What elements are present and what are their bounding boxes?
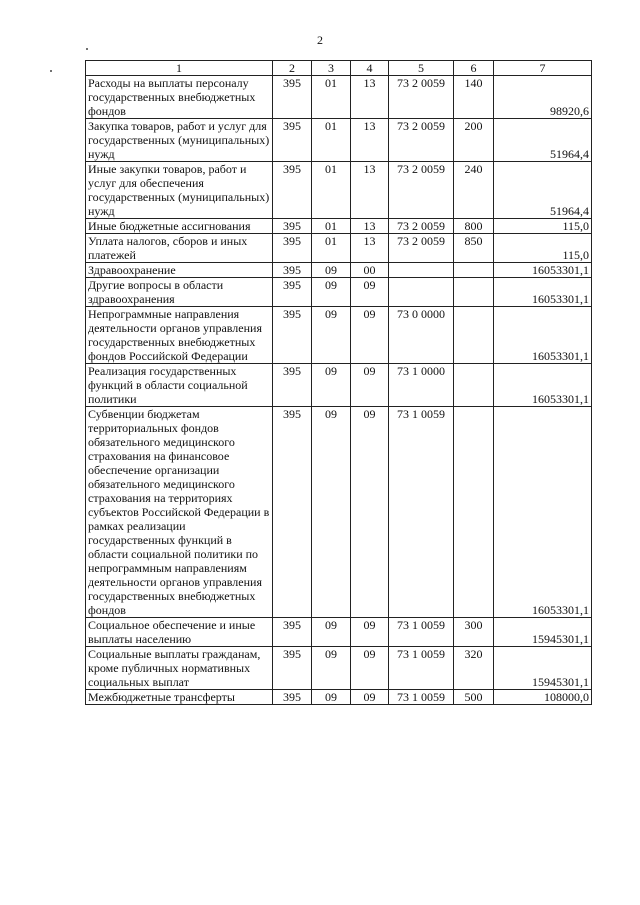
page-number: 2 xyxy=(317,33,323,47)
column-header: 2 xyxy=(273,61,312,76)
target-article-cell: 73 2 0059 xyxy=(389,76,454,119)
row-name-cell: Иные закупки товаров, работ и услуг для обеспечения государственных (муниципальных) нужд xyxy=(86,162,273,219)
table-row xyxy=(86,263,592,278)
section-code-cell: 09 xyxy=(312,364,351,407)
section-code-cell: 09 xyxy=(312,263,351,278)
amount-cell: 16053301,1 xyxy=(494,407,592,618)
subsection-code-cell: 09 xyxy=(351,407,389,618)
subsection-code-cell: 09 xyxy=(351,364,389,407)
column-header: 5 xyxy=(389,61,454,76)
section-code-cell: 01 xyxy=(312,234,351,263)
admin-code-cell: 395 xyxy=(273,119,312,162)
subsection-code-cell: 00 xyxy=(351,263,389,278)
scan-speck xyxy=(86,48,88,50)
section-code-cell: 09 xyxy=(312,307,351,364)
amount-cell: 108000,0 xyxy=(494,690,592,705)
section-code-cell: 09 xyxy=(312,618,351,647)
table-row xyxy=(86,307,592,364)
budget-table xyxy=(85,60,592,705)
admin-code-cell: 395 xyxy=(273,364,312,407)
admin-code-cell: 395 xyxy=(273,219,312,234)
expense-type-cell: 200 xyxy=(454,119,494,162)
admin-code-cell: 395 xyxy=(273,162,312,219)
section-code-cell: 01 xyxy=(312,162,351,219)
section-code-cell: 01 xyxy=(312,219,351,234)
row-name-cell: Социальные выплаты гражданам, кроме публичных нормативных социальных выплат xyxy=(86,647,273,690)
column-header: 1 xyxy=(86,61,273,76)
row-name-cell: Межбюджетные трансферты xyxy=(86,690,273,705)
table-row xyxy=(86,618,592,647)
target-article-cell xyxy=(389,263,454,278)
row-name-cell: Уплата налогов, сборов и иных платежей xyxy=(86,234,273,263)
expense-type-cell: 320 xyxy=(454,647,494,690)
amount-cell: 16053301,1 xyxy=(494,263,592,278)
table-row xyxy=(86,364,592,407)
admin-code-cell: 395 xyxy=(273,76,312,119)
target-article-cell: 73 2 0059 xyxy=(389,219,454,234)
row-name-cell: Субвенции бюджетам территориальных фондов обязательного медицинского страхования на финансовое обеспечение организации обязательного медицинского страхования на территориях субъектов Российской Федерации в рамках реализации государственных функций в области социальной политики по непрограммным направлениям деятельности органов управления государственных внебюджетных фондов xyxy=(86,407,273,618)
scan-speck xyxy=(50,70,52,72)
table-row xyxy=(86,690,592,705)
subsection-code-cell: 09 xyxy=(351,618,389,647)
column-header: 3 xyxy=(312,61,351,76)
column-header: 4 xyxy=(351,61,389,76)
target-article-cell: 73 1 0059 xyxy=(389,647,454,690)
target-article-cell: 73 2 0059 xyxy=(389,234,454,263)
expense-type-cell xyxy=(454,307,494,364)
subsection-code-cell: 09 xyxy=(351,690,389,705)
expense-type-cell xyxy=(454,407,494,618)
section-code-cell: 09 xyxy=(312,690,351,705)
expense-type-cell: 240 xyxy=(454,162,494,219)
section-code-cell: 09 xyxy=(312,407,351,618)
expense-type-cell xyxy=(454,263,494,278)
admin-code-cell: 395 xyxy=(273,407,312,618)
amount-cell: 51964,4 xyxy=(494,119,592,162)
subsection-code-cell: 09 xyxy=(351,278,389,307)
admin-code-cell: 395 xyxy=(273,263,312,278)
table-row xyxy=(86,162,592,219)
target-article-cell xyxy=(389,278,454,307)
table-row xyxy=(86,278,592,307)
row-name-cell: Иные бюджетные ассигнования xyxy=(86,219,273,234)
expense-type-cell xyxy=(454,364,494,407)
row-name-cell: Закупка товаров, работ и услуг для государственных (муниципальных) нужд xyxy=(86,119,273,162)
column-header: 6 xyxy=(454,61,494,76)
section-code-cell: 09 xyxy=(312,278,351,307)
target-article-cell: 73 0 0000 xyxy=(389,307,454,364)
amount-cell: 51964,4 xyxy=(494,162,592,219)
subsection-code-cell: 13 xyxy=(351,76,389,119)
admin-code-cell: 395 xyxy=(273,234,312,263)
section-code-cell: 01 xyxy=(312,119,351,162)
table-row xyxy=(86,76,592,119)
target-article-cell: 73 1 0059 xyxy=(389,690,454,705)
target-article-cell: 73 2 0059 xyxy=(389,119,454,162)
expense-type-cell: 140 xyxy=(454,76,494,119)
table-row xyxy=(86,219,592,234)
admin-code-cell: 395 xyxy=(273,307,312,364)
subsection-code-cell: 13 xyxy=(351,162,389,219)
expense-type-cell: 500 xyxy=(454,690,494,705)
target-article-cell: 73 2 0059 xyxy=(389,162,454,219)
amount-cell: 115,0 xyxy=(494,234,592,263)
expense-type-cell: 800 xyxy=(454,219,494,234)
table-row xyxy=(86,407,592,618)
column-header: 7 xyxy=(494,61,592,76)
admin-code-cell: 395 xyxy=(273,618,312,647)
row-name-cell: Здравоохранение xyxy=(86,263,273,278)
target-article-cell: 73 1 0000 xyxy=(389,364,454,407)
amount-cell: 16053301,1 xyxy=(494,307,592,364)
row-name-cell: Непрограммные направления деятельности органов управления государственных внебюджетных фондов Российской Федерации xyxy=(86,307,273,364)
row-name-cell: Социальное обеспечение и иные выплаты населению xyxy=(86,618,273,647)
amount-cell: 16053301,1 xyxy=(494,278,592,307)
section-code-cell: 01 xyxy=(312,76,351,119)
amount-cell: 15945301,1 xyxy=(494,647,592,690)
expense-type-cell: 300 xyxy=(454,618,494,647)
subsection-code-cell: 09 xyxy=(351,647,389,690)
subsection-code-cell: 09 xyxy=(351,307,389,364)
admin-code-cell: 395 xyxy=(273,278,312,307)
amount-cell: 115,0 xyxy=(494,219,592,234)
table-row xyxy=(86,234,592,263)
expense-type-cell: 850 xyxy=(454,234,494,263)
target-article-cell: 73 1 0059 xyxy=(389,618,454,647)
amount-cell: 98920,6 xyxy=(494,76,592,119)
row-name-cell: Расходы на выплаты персоналу государственных внебюджетных фондов xyxy=(86,76,273,119)
section-code-cell: 09 xyxy=(312,647,351,690)
row-name-cell: Реализация государственных функций в области социальной политики xyxy=(86,364,273,407)
target-article-cell: 73 1 0059 xyxy=(389,407,454,618)
table-row xyxy=(86,647,592,690)
amount-cell: 16053301,1 xyxy=(494,364,592,407)
table-row xyxy=(86,119,592,162)
row-name-cell: Другие вопросы в области здравоохранения xyxy=(86,278,273,307)
subsection-code-cell: 13 xyxy=(351,219,389,234)
subsection-code-cell: 13 xyxy=(351,234,389,263)
subsection-code-cell: 13 xyxy=(351,119,389,162)
expense-type-cell xyxy=(454,278,494,307)
admin-code-cell: 395 xyxy=(273,690,312,705)
admin-code-cell: 395 xyxy=(273,647,312,690)
table-header-row xyxy=(86,61,592,76)
amount-cell: 15945301,1 xyxy=(494,618,592,647)
